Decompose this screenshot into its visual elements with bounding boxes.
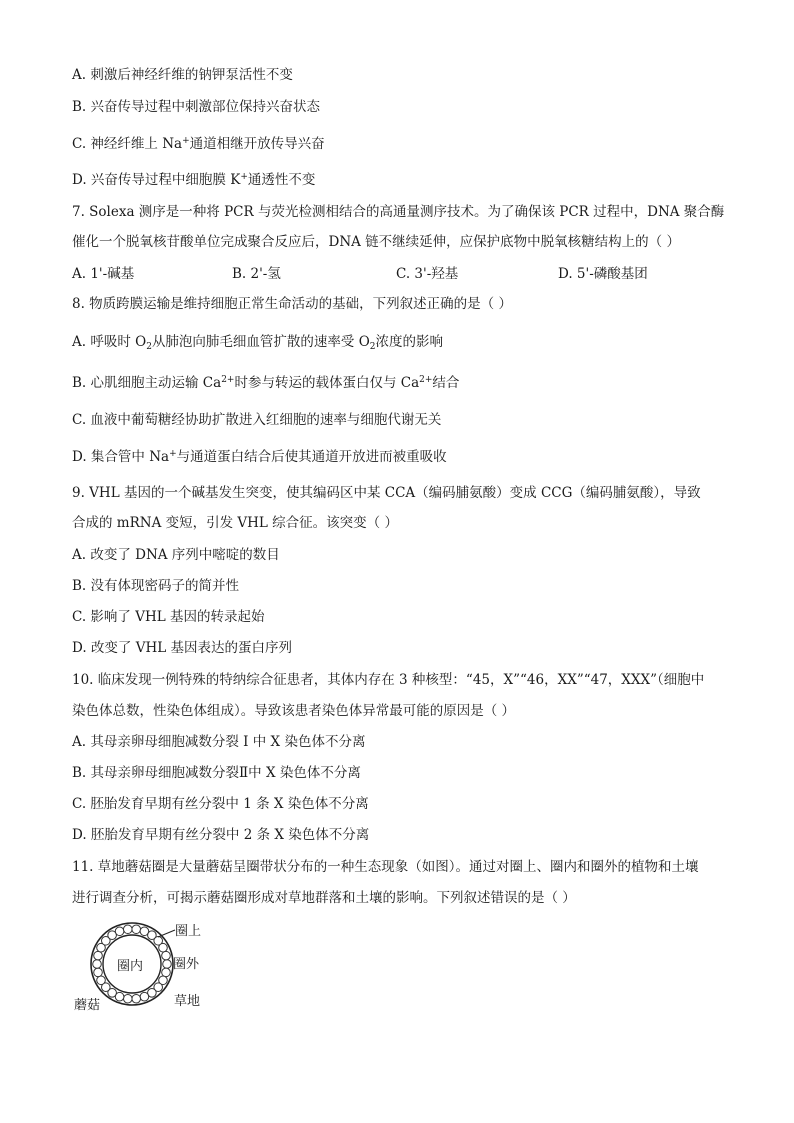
- q8-a-post: 浓度的影响: [375, 334, 444, 350]
- q6-option-a-text: A. 刺激后神经纤维的钠钾泵活性不变: [72, 67, 293, 83]
- label-ring-out: 圈外: [173, 957, 200, 972]
- q6-d-sup: +: [240, 172, 248, 182]
- q8-b-sup1: 2+: [221, 375, 235, 385]
- q10-option-b: B. 其母亲卵母细胞减数分裂Ⅱ中 X 染色体不分离: [72, 765, 361, 781]
- mushroom-dot: [132, 925, 141, 934]
- q9-option-c: C. 影响了 VHL 基因的转录起始: [72, 609, 265, 625]
- mushroom-dot: [163, 960, 172, 969]
- q10-stem-line1: 10. 临床发现一例特殊的特纳综合征患者，其体内存在 3 种核型：“45，X”“46，XX”“47，XXX”（细胞中: [72, 672, 705, 688]
- q8-b-sup2: 2+: [419, 375, 433, 385]
- q6-c-sup: +: [182, 136, 190, 146]
- q9-stem-line2: 合成的 mRNA 变短，引发 VHL 综合征。该突变（ ）: [72, 515, 398, 531]
- q6-option-d: [72, 170, 315, 190]
- mushroom-dot: [115, 927, 124, 936]
- q7-option-c: C. 3'-羟基: [396, 266, 459, 282]
- q8-option-a: [72, 332, 443, 352]
- q8-d-sup: +: [169, 449, 177, 459]
- q10-option-d: D. 胚胎发育早期有丝分裂中 2 条 X 染色体不分离: [72, 827, 370, 843]
- q8-d-pre: D. 集合管中 Na: [72, 449, 170, 465]
- mushroom-dot: [123, 925, 132, 934]
- q10-option-a: A. 其母亲卵母细胞减数分裂 I 中 X 染色体不分离: [72, 734, 366, 750]
- mushroom-dot: [94, 951, 103, 960]
- q11-stem-line2: 进行调查分析，可揭示蘑菇圈形成对草地群落和土壤的影响。下列叙述错误的是（ ）: [72, 890, 576, 906]
- mushroom-dot: [93, 960, 102, 969]
- q9-option-b: B. 没有体现密码子的简并性: [72, 578, 240, 594]
- q9-option-d: D. 改变了 VHL 基因表达的蛋白序列: [72, 640, 292, 656]
- q8-b-pre: B. 心肌细胞主动运输 Ca: [72, 375, 222, 391]
- q6-d-pre: D. 兴奋传导过程中细胞膜 K: [72, 172, 241, 188]
- mushroom-dot: [97, 976, 106, 985]
- q7-stem-line1: 7. Solexa 测序是一种将 PCR 与荧光检测相结合的高通量测序技术。为了确保该 PCR 过程中，DNA 聚合酶: [72, 204, 725, 220]
- q8-option-b: [72, 373, 459, 393]
- mushroom-dot: [140, 992, 149, 1001]
- mushroom-dot: [132, 994, 141, 1003]
- q8-a-sub1: 2: [146, 342, 152, 352]
- label-ring-on: 圈上: [175, 924, 202, 939]
- q8-b-mid: 时参与转运的载体蛋白仅与 Ca: [234, 375, 420, 391]
- q8-b-post: 结合: [432, 375, 460, 391]
- q8-a-pre: A. 呼吸时 O: [72, 334, 147, 350]
- q9-stem-line1: 9. VHL 基因的一个碱基发生突变，使其编码区中某 CCA（编码脯氨酸）变成 CCG（编码脯氨酸），导致: [72, 485, 701, 501]
- q9-option-a: A. 改变了 DNA 序列中嘧啶的数目: [72, 547, 280, 563]
- q6-option-b: [72, 97, 320, 117]
- q8-stem: 8. 物质跨膜运输是维持细胞正常生命活动的基础，下列叙述正确的是（ ）: [72, 296, 512, 312]
- q8-option-c: C. 血液中葡萄糖经协助扩散进入红细胞的速率与细胞代谢无关: [72, 412, 442, 428]
- q6-option-c: [72, 134, 325, 154]
- q7-stem-line2: 催化一个脱氧核苷酸单位完成聚合反应后，DNA 链不继续延伸，应保护底物中脱氧核糖结构上的（ ）: [72, 234, 680, 250]
- mushroom-dot: [123, 994, 132, 1003]
- q7-option-d: D. 5'-磷酸基团: [558, 266, 648, 282]
- q8-d-post: 与通道蛋白结合后使其通道开放进而被重吸收: [176, 449, 447, 465]
- q8-a-sub2: 2: [369, 342, 376, 352]
- label-ring-in: 圈内: [117, 959, 144, 974]
- q6-option-a: [72, 65, 293, 85]
- label-grassland: 草地: [174, 994, 201, 1009]
- q7-option-b: B. 2'-氢: [232, 266, 281, 282]
- q7-option-a: A. 1'-碱基: [72, 266, 135, 282]
- q10-stem-line2: 染色体总数，性染色体组成）。导致该患者染色体异常最可能的原因是（ ）: [72, 703, 516, 719]
- label-mushroom: 蘑菇: [74, 998, 101, 1013]
- q6-d-post: 通透性不变: [247, 172, 316, 188]
- q11-stem-line1: 11. 草地蘑菇圈是大量蘑菇呈圈带状分布的一种生态现象（如图）。通过对圈上、圈内和圈外的植物和土壤: [72, 859, 699, 875]
- q8-a-mid: 从肺泡向肺毛细血管扩散的速率受 O: [151, 334, 370, 350]
- mushroom-dot: [162, 968, 171, 977]
- q6-option-b-text: B. 兴奋传导过程中刺激部位保持兴奋状态: [72, 99, 321, 115]
- q6-c-pre: C. 神经纤维上 Na: [72, 136, 183, 152]
- mushroom-dot: [162, 951, 171, 960]
- q6-c-post: 通道相继开放传导兴奋: [189, 136, 325, 152]
- q8-option-d: [72, 447, 447, 467]
- mushroom-dot: [94, 968, 103, 977]
- mushroom-dot: [159, 943, 168, 952]
- q10-option-c: C. 胚胎发育早期有丝分裂中 1 条 X 染色体不分离: [72, 796, 369, 812]
